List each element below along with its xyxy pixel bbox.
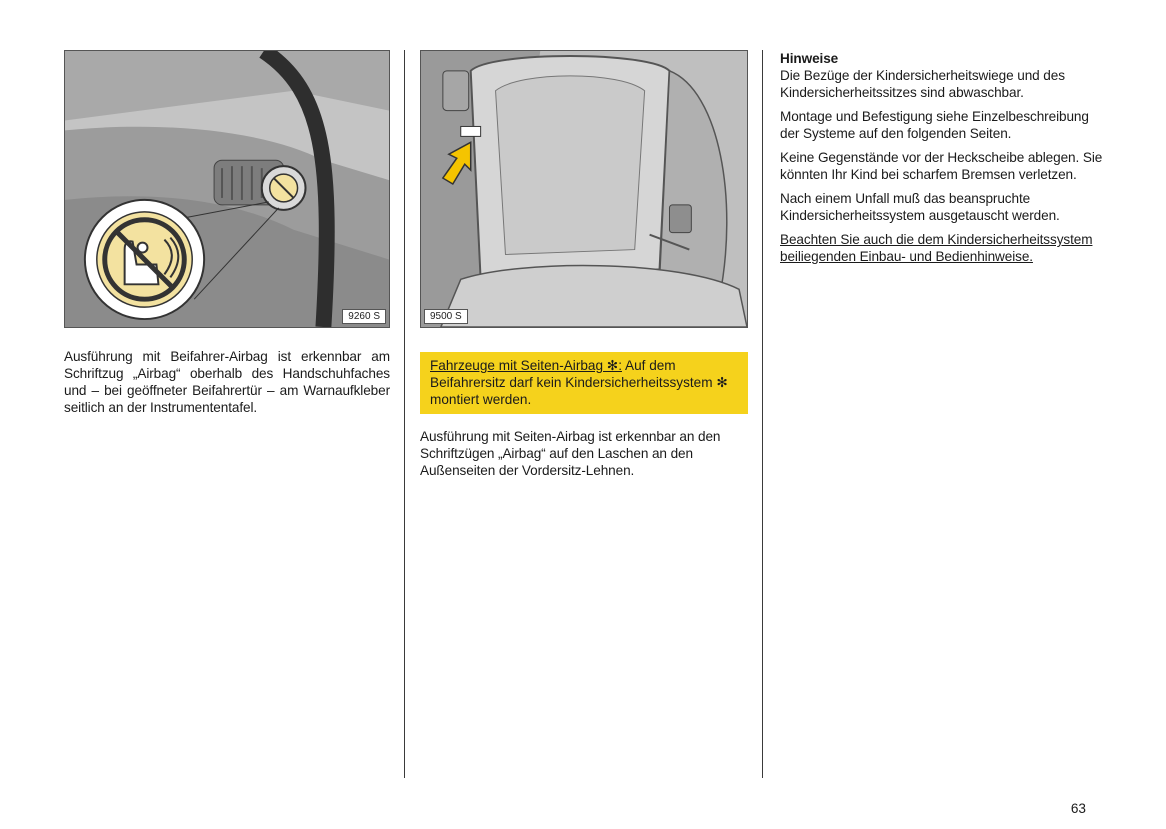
note-paragraph-underlined: Beachten Sie auch die dem Kindersicherheitssystem beiliegenden Einbau- und Bedienhinweise. <box>780 232 1093 264</box>
figure-side-airbag-seat <box>420 50 748 328</box>
seat-illustration <box>421 51 747 327</box>
figure-dashboard-airbag <box>64 50 390 328</box>
side-airbag-warning-box <box>420 352 748 414</box>
note-paragraph: Die Bezüge der Kindersicherheitswiege und des Kindersicherheitssitzes sind abwaschbar. <box>780 68 1065 100</box>
dashboard-illustration <box>65 51 389 327</box>
column-1 <box>64 50 390 416</box>
note-paragraph: Nach einem Unfall muß das beanspruchte Kindersicherheitssystem ausgetauscht werden. <box>780 191 1060 223</box>
column-3 <box>780 50 1110 272</box>
page-number: 63 <box>1070 801 1086 816</box>
warning-underlined-text: Fahrzeuge mit Seiten-Airbag ✻: <box>430 358 622 373</box>
figure-number: 9500 S <box>424 309 468 324</box>
no-rear-facing-child-seat-warning-icon <box>85 200 204 319</box>
warning-text: Auf dem Beifahrersitz darf kein Kindersicherheitssystem ✻ montiert werden. <box>430 358 728 407</box>
column-divider <box>762 50 763 778</box>
column-divider <box>404 50 405 778</box>
side-airbag-text: Ausführung mit Seiten-Airbag ist erkennbar an den Schriftzügen „Airbag“ auf den Laschen an den Außenseiten der Vordersitz-Lehnen. <box>420 429 721 478</box>
column-2 <box>420 50 748 479</box>
note-paragraph: Montage und Befestigung siehe Einzelbeschreibung der Systeme auf den folgenden Seiten. <box>780 109 1089 141</box>
note-paragraph: Keine Gegenstände vor der Heckscheibe ablegen. Sie könnten Ihr Kind bei scharfem Bremsen verletzen. <box>780 150 1103 182</box>
dashboard-airbag-text: Ausführung mit Beifahrer-Airbag ist erkennbar am Schriftzug „Airbag“ oberhalb des Handschuhfaches und – bei geöffneter Beifahrertür – am Warnaufkleber seitlich an der Instrumententafel. <box>64 349 390 415</box>
figure-number: 9260 S <box>342 309 386 324</box>
notes-heading: Hinweise <box>780 51 839 66</box>
